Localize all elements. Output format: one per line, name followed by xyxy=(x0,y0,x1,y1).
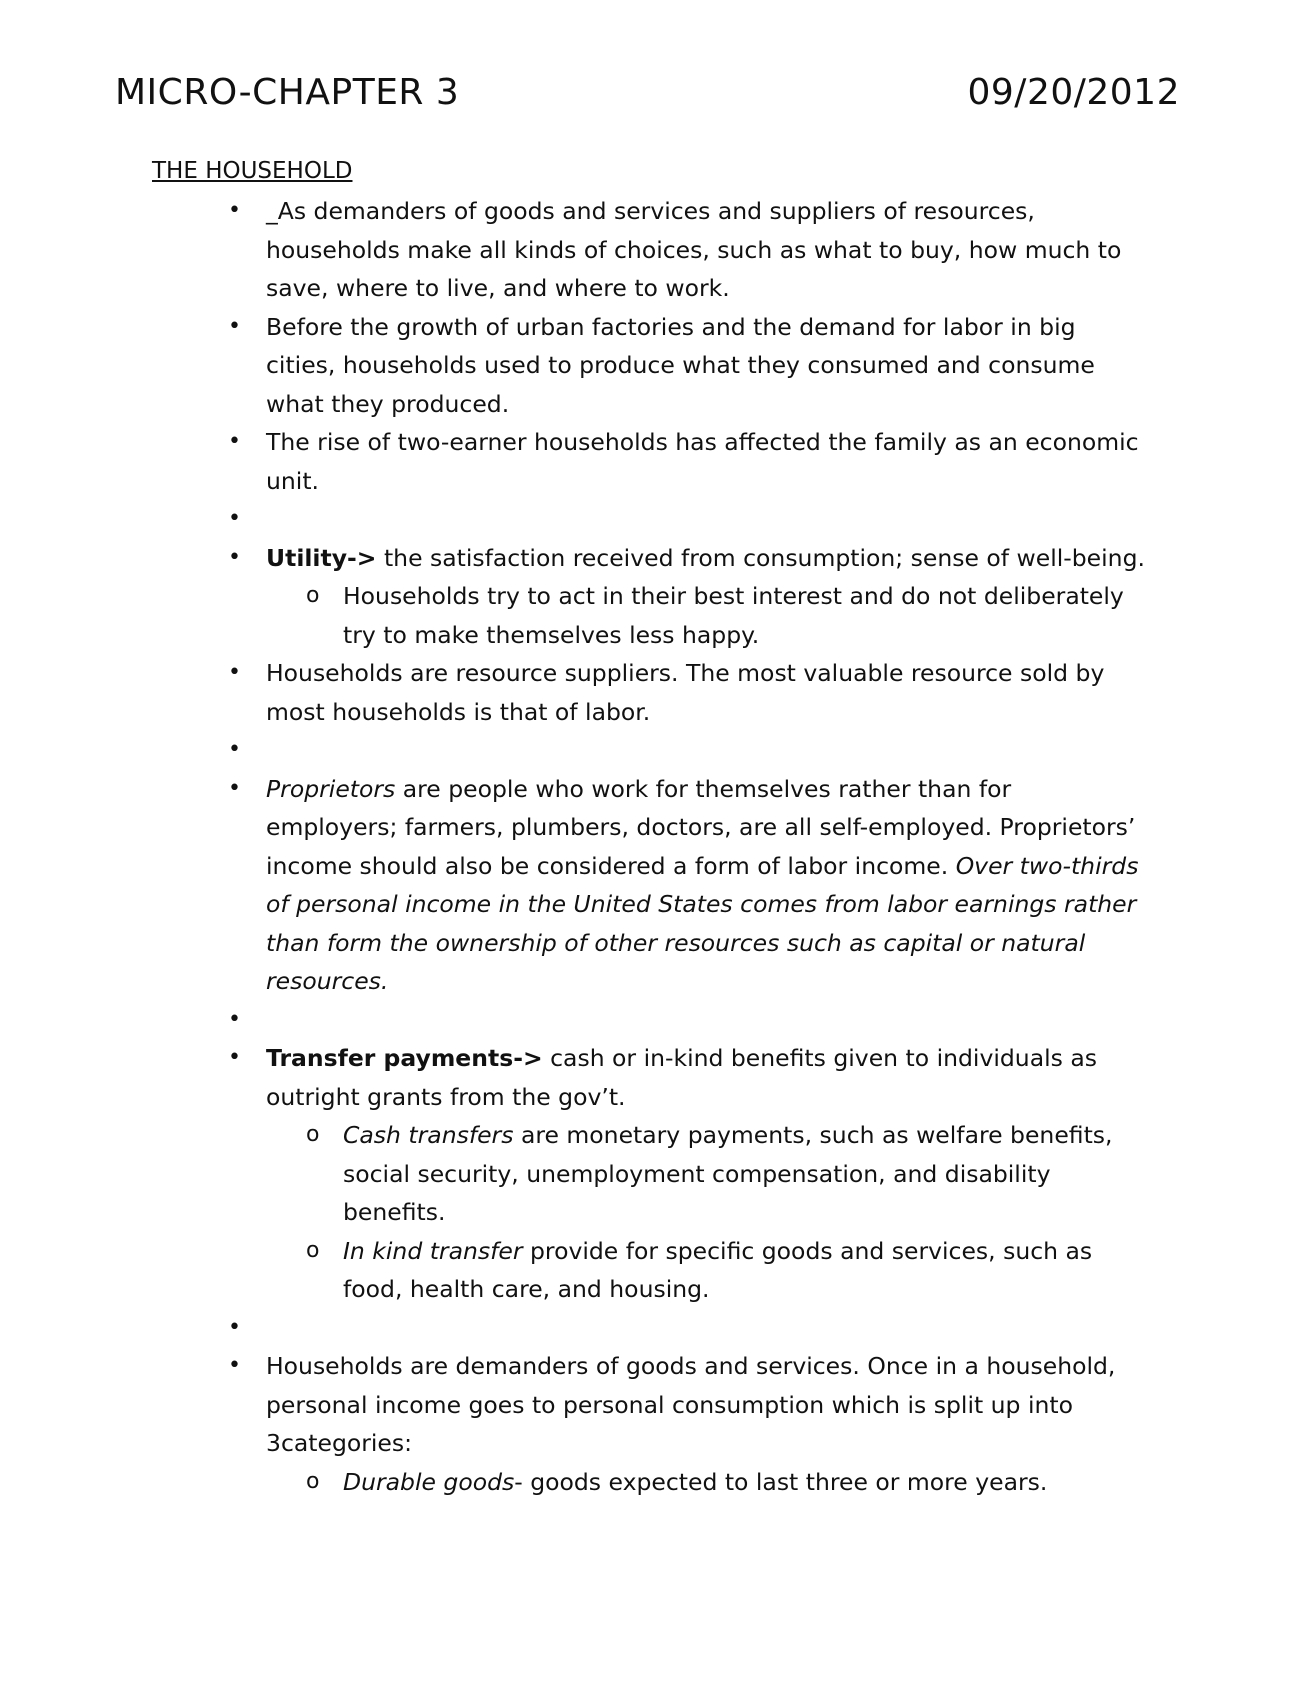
text-run: are monetary payments, such as welfare benefits, social security, unemployment compensation, and disability benefits. xyxy=(343,1121,1113,1226)
list-item xyxy=(266,1039,1146,1116)
notes-list xyxy=(0,192,1306,1501)
text-italic: Durable goods xyxy=(343,1467,515,1496)
text-italic: Proprietors xyxy=(266,774,396,803)
text-run: provide for specific goods and services, such as food, health care, and housing. xyxy=(343,1236,1093,1303)
sub-list-item xyxy=(343,577,1133,654)
text-italic: Over two-thirds of personal income in the United States comes from labor earnings rather than form the ownership of other resources such as capital or natural resources. xyxy=(266,851,1139,995)
document-header xyxy=(115,72,1180,122)
list-item xyxy=(266,1001,1146,1040)
list-item xyxy=(266,731,1146,770)
text-run: Households are demanders of goods and services. Once in a household, personal income goes to personal consumption which is split up into 3categories: xyxy=(266,1352,1116,1457)
list-item xyxy=(266,654,1146,731)
list-item xyxy=(266,192,1146,308)
text-run: Households try to act in their best interest and do not deliberately try to make themselves less happy. xyxy=(343,582,1124,649)
document-date: 09/20/2012 xyxy=(967,72,1180,113)
text-run: are people who work for themselves rather than for employers; farmers, plumbers, doctors, are all self-employed. Proprietors’ income should also be considered a form of labor income. xyxy=(266,774,1136,880)
text-run: - goods expected to last three or more years. xyxy=(514,1467,1048,1496)
text-run: the satisfaction received from consumption; sense of well-being. xyxy=(376,543,1145,572)
list-item xyxy=(266,500,1146,539)
text-run: The rise of two-earner households has affected the family as an economic unit. xyxy=(266,428,1139,495)
section-heading: THE HOUSEHOLD xyxy=(152,158,353,184)
list-item xyxy=(266,770,1146,1001)
list-item xyxy=(266,539,1146,578)
sub-list-item xyxy=(343,1116,1133,1232)
text-run: Before the growth of urban factories and the demand for labor in big cities, households used to produce what they consumed and consume what they produced. xyxy=(266,312,1095,418)
sub-list-item xyxy=(343,1232,1133,1309)
list-item xyxy=(266,1309,1146,1348)
text-italic: In kind transfer xyxy=(343,1236,523,1265)
list-item xyxy=(266,1347,1146,1463)
text-italic: Cash transfers xyxy=(343,1121,514,1149)
text-run: Households are resource suppliers. The most valuable resource sold by most households is that of labor. xyxy=(266,659,1105,726)
sub-list-item xyxy=(343,1463,1133,1502)
text-run: cash or in-kind benefits given to individuals as outright grants from the gov’t. xyxy=(266,1044,1097,1111)
term-bold: Utility-> xyxy=(266,543,377,572)
term-bold: Transfer payments-> xyxy=(266,1044,543,1072)
list-item xyxy=(266,308,1146,424)
document-title: MICRO-CHAPTER 3 xyxy=(115,72,460,113)
text-run: _As demanders of goods and services and suppliers of resources, households make all kinds of choices, such as what to buy, how much to save, where to live, and where to work. xyxy=(266,197,1122,302)
list-item xyxy=(266,423,1146,500)
